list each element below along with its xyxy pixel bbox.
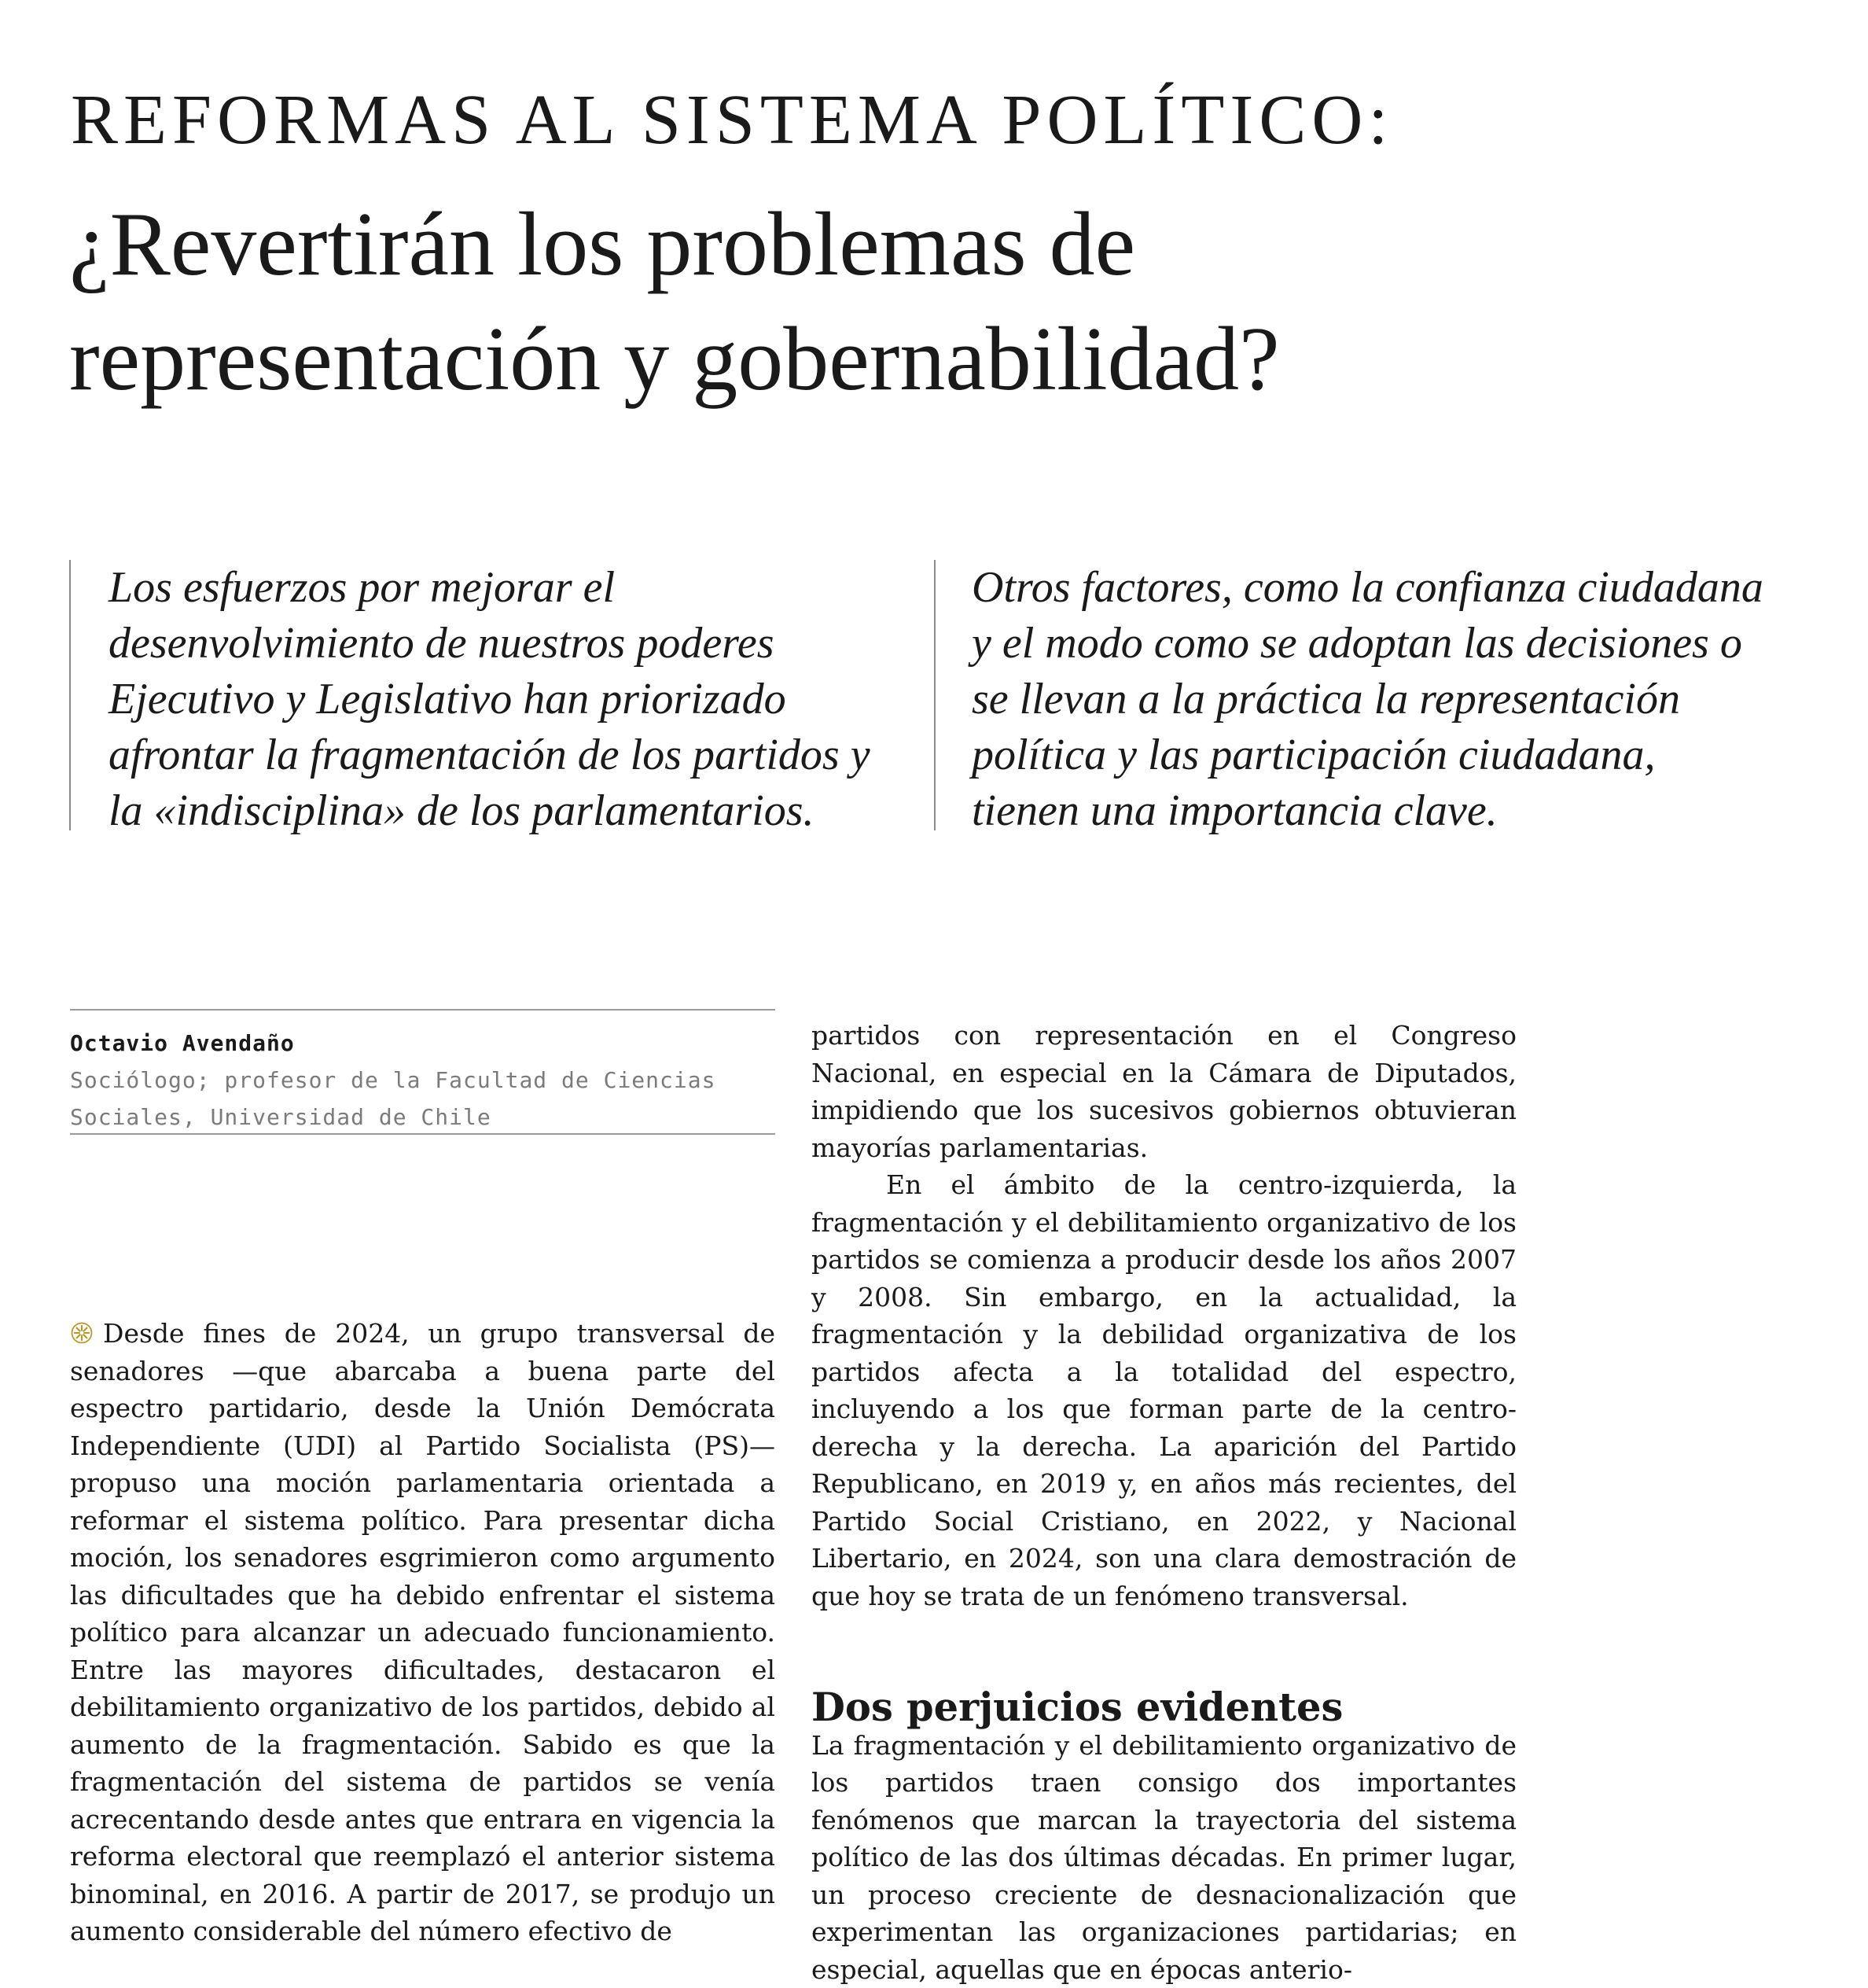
pull-quote-right: Otros factores, como la confianza ciudadana y el modo como se adoptan las decisiones o se llevan a la práctica la representación política y las participación ciudadana, tienen una importancia clave.: [934, 560, 1767, 830]
body-paragraph: La fragmentación y el debilitamiento organizativo de los partidos traen consigo dos importantes fenómenos que marcan la trayectoria del sistema político de las dos últimas décadas. En primer lugar, un proceso creciente de desnacionalización que experimentan las organizaciones partidarias; en especial, aquellas que en épocas anterio-: [811, 1727, 1517, 1988]
body-column-left: [70, 1315, 775, 1950]
body-paragraph: [70, 1315, 775, 1950]
article-title-line-2: representación y gobernabilidad?: [69, 309, 1280, 410]
body-paragraph-text: Desde fines de 2024, un grupo transversal de senadores —que abarcaba a buena parte del espectro partidario, desde la Unión Demócrata Independiente (UDI) al Partido Socialista (PS)— propuso una moción parlamentaria orientada a reformar el sistema político. Para presentar dicha moción, los senadores esgrimieron como argumento las dificultades que ha debido enfrentar el sistema político para alcanzar un adecuado funcionamiento. Entre las mayores dificultades, destacaron el debilitamiento organizativo de los partidos, debido al aumento de la fragmentación. Sabido es que la fragmentación del sistema de partidos se venía acrecentando desde antes que entrara en vigencia la reforma electoral que reemplazó el anterior sistema binominal, en 2016. A partir de 2017, se produjo un aumento considerable del número efectivo de: [70, 1318, 775, 1946]
article-title-line-1: ¿Revertirán los problemas de: [69, 194, 1135, 295]
body-paragraph: partidos con representación en el Congreso Nacional, en especial en la Cámara de Diputados, impidiendo que los sucesivos gobiernos obtuvieran mayorías parlamentarias.: [811, 1017, 1517, 1166]
article-title: [69, 187, 1720, 417]
section-subheading: Dos perjuicios evidentes: [811, 1689, 1517, 1727]
author-role: Sociólogo; profesor de la Facultad de Ciencias Sociales, Universidad de Chile: [70, 1062, 775, 1136]
author-box: [70, 1009, 775, 1135]
section-kicker: REFORMAS AL SISTEMA POLÍTICO:: [71, 85, 1800, 156]
asterisk-flower-icon: [70, 1321, 94, 1345]
pull-quote-left: Los esfuerzos por mejorar el desenvolvimiento de nuestros poderes Ejecutivo y Legislativo han priorizado afrontar la fragmentación de los partidos y la «indisciplina» de los parlamentarios.: [69, 560, 903, 830]
body-paragraph: En el ámbito de la centro-izquierda, la fragmentación y el debilitamiento organizativo de los partidos se comienza a producir desde los años 2007 y 2008. Sin embargo, en la actualidad, la fragmentación y la debilidad organizativa de los partidos afecta a la totalidad del espectro, incluyendo a los que forman parte de la centro-derecha y la derecha. La aparición del Partido Republicano, en 2019 y, en años más recientes, del Partido Social Cristiano, en 2022, y Nacional Libertario, en 2024, son una clara demostración de que hoy se trata de un fenómeno transversal.: [811, 1166, 1517, 1614]
author-name: Octavio Avendaño: [70, 1025, 775, 1062]
body-column-right: [811, 1017, 1517, 1988]
